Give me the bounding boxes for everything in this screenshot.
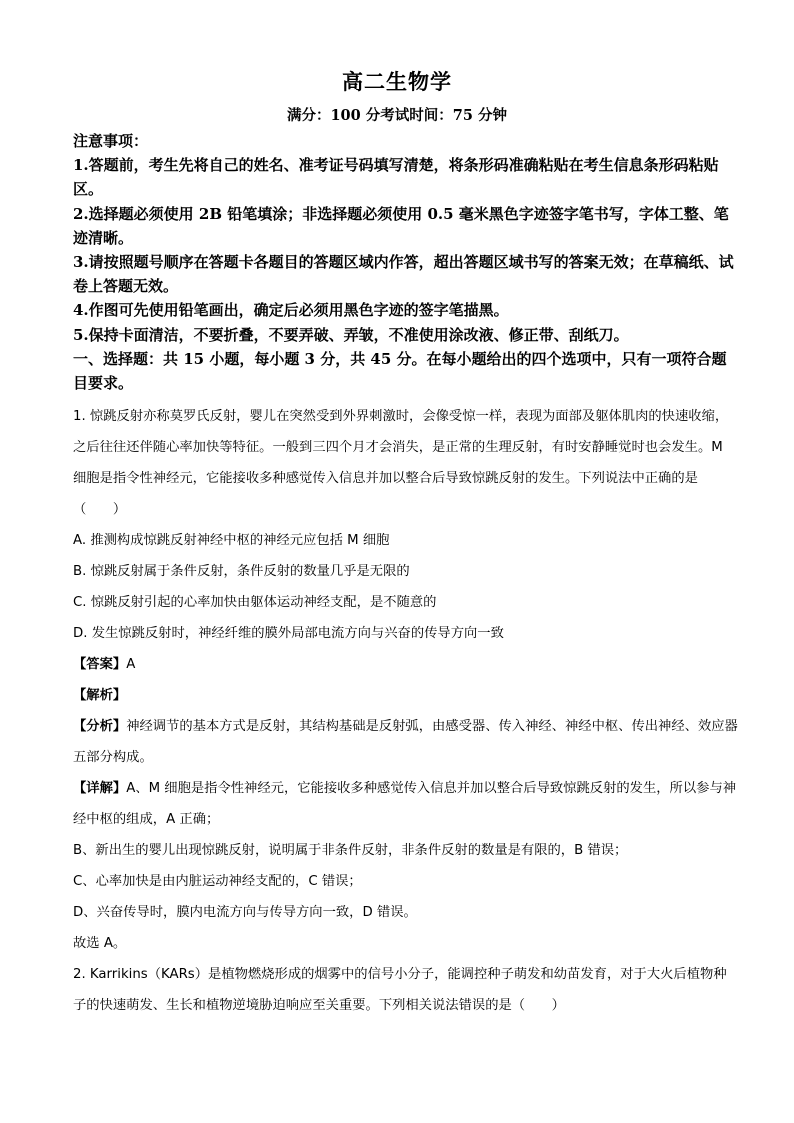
notice-item-1: 1.答题前，考生先将自己的姓名、准考证号码填写清楚，将条形码准确粘贴在考生信息条形码粘贴区。	[73, 156, 719, 199]
notice-item-2: 2.选择题必须使用 2B 铅笔填涂；非选择题必须使用 0.5 毫米黑色字迹签字笔书写，字体工整、笔迹清晰。	[73, 204, 729, 247]
fenxi-tag: 【分析】	[73, 719, 127, 734]
notice-item-5: 5.保持卡面清洁，不要折叠，不要弄破、弄皱，不准使用涂改液、修正带、刮纸刀。	[73, 325, 629, 344]
notice-heading: 注意事项：	[73, 132, 149, 150]
analysis-tag: 【解析】	[73, 688, 127, 703]
exam-info-subtitle: 满分：100 分考试时间：75 分钟	[286, 107, 508, 124]
conclusion: 故选 A。	[73, 936, 127, 951]
question-content	[73, 401, 738, 1021]
notice-item-4: 4.作图可先使用铅笔画出，确定后必须用黑色字迹的签字笔描黑。	[73, 301, 509, 320]
question-1-option-c: C. 惊跳反射引起的心率加快由躯体运动神经支配，是不随意的	[73, 595, 437, 610]
xiangjie-tag: 【详解】	[73, 781, 127, 796]
answer-line	[73, 649, 738, 680]
question-1-option-d: D. 发生惊跳反射时，神经纤维的膜外局部电流方向与兴奋的传导方向一致	[73, 626, 504, 641]
page-title: 高二生物学	[342, 69, 452, 94]
fenxi-paragraph	[73, 711, 738, 773]
detail-c: C、心率加快是由内脏运动神经支配的，C 错误；	[73, 874, 362, 889]
question-2-stem: 2. Karrikins（KARs）是植物燃烧形成的烟雾中的信号小分子，能调控种子萌发和幼苗发育，对于大火后植物种子的快速萌发、生长和植物逆境胁迫响应至关重要。下列相关说法错误的是（ ）	[73, 967, 727, 1013]
section-heading: 一、选择题：共 15 小题，每小题 3 分，共 45 分。在每小题给出的四个选项中，只有一项符合题目要求。	[73, 349, 727, 393]
fenxi-text: 神经调节的基本方式是反射，其结构基础是反射弧，由感受器、传入神经、神经中枢、传出神经、效应器五部分构成。	[73, 719, 738, 765]
xiangjie-paragraph	[73, 773, 738, 835]
answer-tag: 【答案】	[73, 657, 127, 672]
notice-item-3: 3.请按照题号顺序在答题卡各题目的答题区域内作答，超出答题区域书写的答案无效；在草稿纸、试卷上答题无效。	[73, 253, 734, 296]
answer-value: A	[126, 657, 136, 672]
analysis-line	[73, 680, 738, 711]
detail-b: B、新出生的婴儿出现惊跳反射，说明属于非条件反射，非条件反射的数量是有限的，B 错误；	[73, 843, 628, 858]
notice-section	[73, 129, 738, 395]
question-1-stem: 1. 惊跳反射亦称莫罗氏反射，婴儿在突然受到外界刺激时，会像受惊一样，表现为面部及躯体肌肉的快速收缩，之后往往还伴随心率加快等特征。一般到三四个月才会消失，是正常的生理反射，有时安静睡觉时也会发生。M 细胞是指令性神经元，它能接收多种感觉传入信息并加以整合后导致惊跳反射的发生。下列说法中正确的是（ ）	[73, 409, 729, 517]
question-1-option-a: A. 推测构成惊跳反射神经中枢的神经元应包括 M 细胞	[73, 533, 390, 548]
detail-d: D、兴奋传导时，膜内电流方向与传导方向一致，D 错误。	[73, 905, 417, 920]
question-1-option-b: B. 惊跳反射属于条件反射，条件反射的数量几乎是无限的	[73, 564, 410, 579]
xiangjie-text: A、M 细胞是指令性神经元，它能接收多种感觉传入信息并加以整合后导致惊跳反射的发生，所以参与神经中枢的组成，A 正确；	[73, 781, 737, 827]
